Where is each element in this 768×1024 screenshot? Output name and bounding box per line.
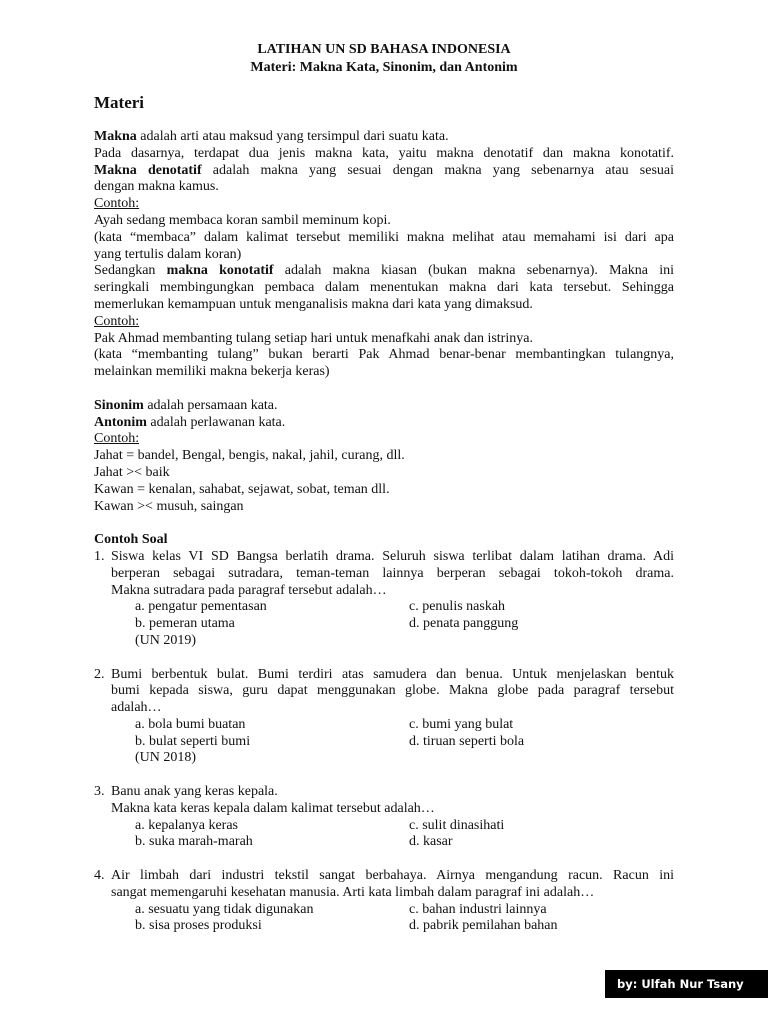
option-c: c. bumi yang bulat [409,716,514,732]
paragraph-line: Kawan >< musuh, saingan [94,498,244,514]
question-item [94,549,674,650]
paragraph-line: Jahat = bandel, Bengal, bengis, nakal, jahil, curang, dll. [94,448,405,464]
question-item [94,868,674,935]
question-item [94,667,674,768]
paragraph-line [94,398,674,415]
question-text-line: Air limbah dari industri tekstil sangat berbahaya. Airnya mengandung racun. Racun ini [111,868,674,884]
question-list [94,549,674,935]
option-row [111,717,674,734]
paragraph-line: Jahat >< baik [94,464,170,480]
section-heading-contoh-soal [94,532,674,549]
contoh-label: Contoh: [94,431,140,447]
paragraph-line: seringkali membingungkan pembaca dalam menentukan makna dari kata tersebut. Sehingga [94,280,674,296]
question-text-line: bumi kepada siswa, guru dapat menggunakan globe. Makna globe pada paragraf tersebut [111,683,674,699]
paragraph-line: Kawan = kenalan, sahabat, sejawat, sobat, teman dll. [94,481,390,497]
question-text-line: Makna sutradara pada paragraf tersebut adalah… [111,582,387,598]
option-c: c. penulis naskah [409,599,506,615]
question-number: 4. [94,868,105,884]
option-b: b. bulat seperti bumi [135,733,251,749]
text: adalah persamaan kata. [143,397,278,413]
term: Antonim [94,414,147,430]
paragraph-line: memerlukan kemampuan untuk menganalisis makna dari kata yang dimaksud. [94,296,533,312]
document-body [94,129,674,935]
paragraph-line: yang tertulis dalam koran) [94,246,242,262]
option-row [111,902,674,919]
option-a: a. sesuatu yang tidak digunakan [135,901,314,917]
document-subtitle: Materi: Makna Kata, Sinonim, dan Antonim [250,60,518,75]
heading-text: Contoh Soal [94,532,168,548]
paragraph-line: Pada dasarnya, terdapat dua jenis makna kata, yaitu makna denotatif dan makna konotatif. [94,145,674,161]
term: Makna denotatif [94,162,202,178]
question-text-line: Banu anak yang keras kepala. [111,784,278,800]
text: adalah perlawanan kata. [146,414,286,430]
question-source: (UN 2019) [135,632,197,648]
paragraph-line: melainkan memiliki makna bekerja keras) [94,364,330,380]
option-d: d. tiruan seperti bola [409,733,525,749]
term: makna konotatif [166,263,274,279]
paragraph-line [94,163,674,180]
paragraph-line: (kata “membanting tulang” bukan berarti Pak Ahmad benar-benar membantingkan tulangnya, [94,347,674,363]
question-text-line: Makna kata keras kepala dalam kalimat tersebut adalah… [111,800,435,816]
document-header [0,41,768,77]
question-item [94,784,674,851]
text: Sedangkan [94,263,167,279]
paragraph-line: dengan makna kamus. [94,179,219,195]
option-row [111,818,674,835]
question-text-line: Siswa kelas VI SD Bangsa berlatih drama. Seluruh siswa terlibat dalam latihan drama. Adi [111,548,674,564]
option-c: c. bahan industri lainnya [409,901,547,917]
section-heading-materi: Materi [94,93,145,112]
author-credit: by: Ulfah Nur Tsany [605,970,768,998]
text: adalah makna kiasan (bukan makna sebenarnya). Makna ini [273,263,674,279]
paragraph-line: Pak Ahmad membanting tulang setiap hari untuk menafkahi anak dan istrinya. [94,330,533,346]
term: Makna [94,129,137,144]
option-c: c. sulit dinasihati [409,817,505,833]
option-row [111,599,674,616]
question-text-line: berperan sebagai sutradara, teman-teman lainnya berperan sebagai tokoh-tokoh drama. [111,565,674,581]
question-text-line: sangat memengaruhi kesehatan manusia. Arti kata limbah dalam paragraf ini adalah… [111,884,595,900]
paragraph-line: (kata “membaca” dalam kalimat tersebut memiliki makna melihat atau memahami isi dari apa [94,229,674,245]
contoh-label: Contoh: [94,196,140,212]
option-d: d. kasar [409,834,453,850]
option-row [111,616,674,633]
question-text-line: Bumi berbentuk bulat. Bumi terdiri atas samudera dan benua. Untuk menjelaskan bentuk [111,666,674,682]
paragraph-line [94,263,674,280]
question-text-line: adalah… [111,700,162,716]
option-row [111,734,674,751]
text: adalah arti atau maksud yang tersimpul dari suatu kata. [136,129,449,144]
text: adalah makna yang sesuai dengan makna yang sebenarnya atau sesuai [201,162,675,178]
option-a: a. kepalanya keras [135,817,238,833]
question-number: 2. [94,666,105,682]
paragraph-line [94,129,674,146]
option-b: b. suka marah-marah [135,834,253,850]
contoh-label: Contoh: [94,313,140,329]
document-title: LATIHAN UN SD BAHASA INDONESIA [257,42,511,57]
option-a: a. bola bumi buatan [135,716,246,732]
option-b: b. sisa proses produksi [135,918,262,934]
question-source: (UN 2018) [135,750,197,766]
question-number: 1. [94,548,105,564]
paragraph-line: Ayah sedang membaca koran sambil meminum kopi. [94,212,391,228]
term: Sinonim [94,397,144,413]
question-number: 3. [94,784,105,800]
option-row [111,834,674,851]
option-row [111,918,674,935]
option-a: a. pengatur pementasan [135,599,267,615]
option-d: d. pabrik pemilahan bahan [409,918,558,934]
option-d: d. penata panggung [409,616,519,632]
option-b: b. pemeran utama [135,616,235,632]
paragraph-line [94,415,674,432]
